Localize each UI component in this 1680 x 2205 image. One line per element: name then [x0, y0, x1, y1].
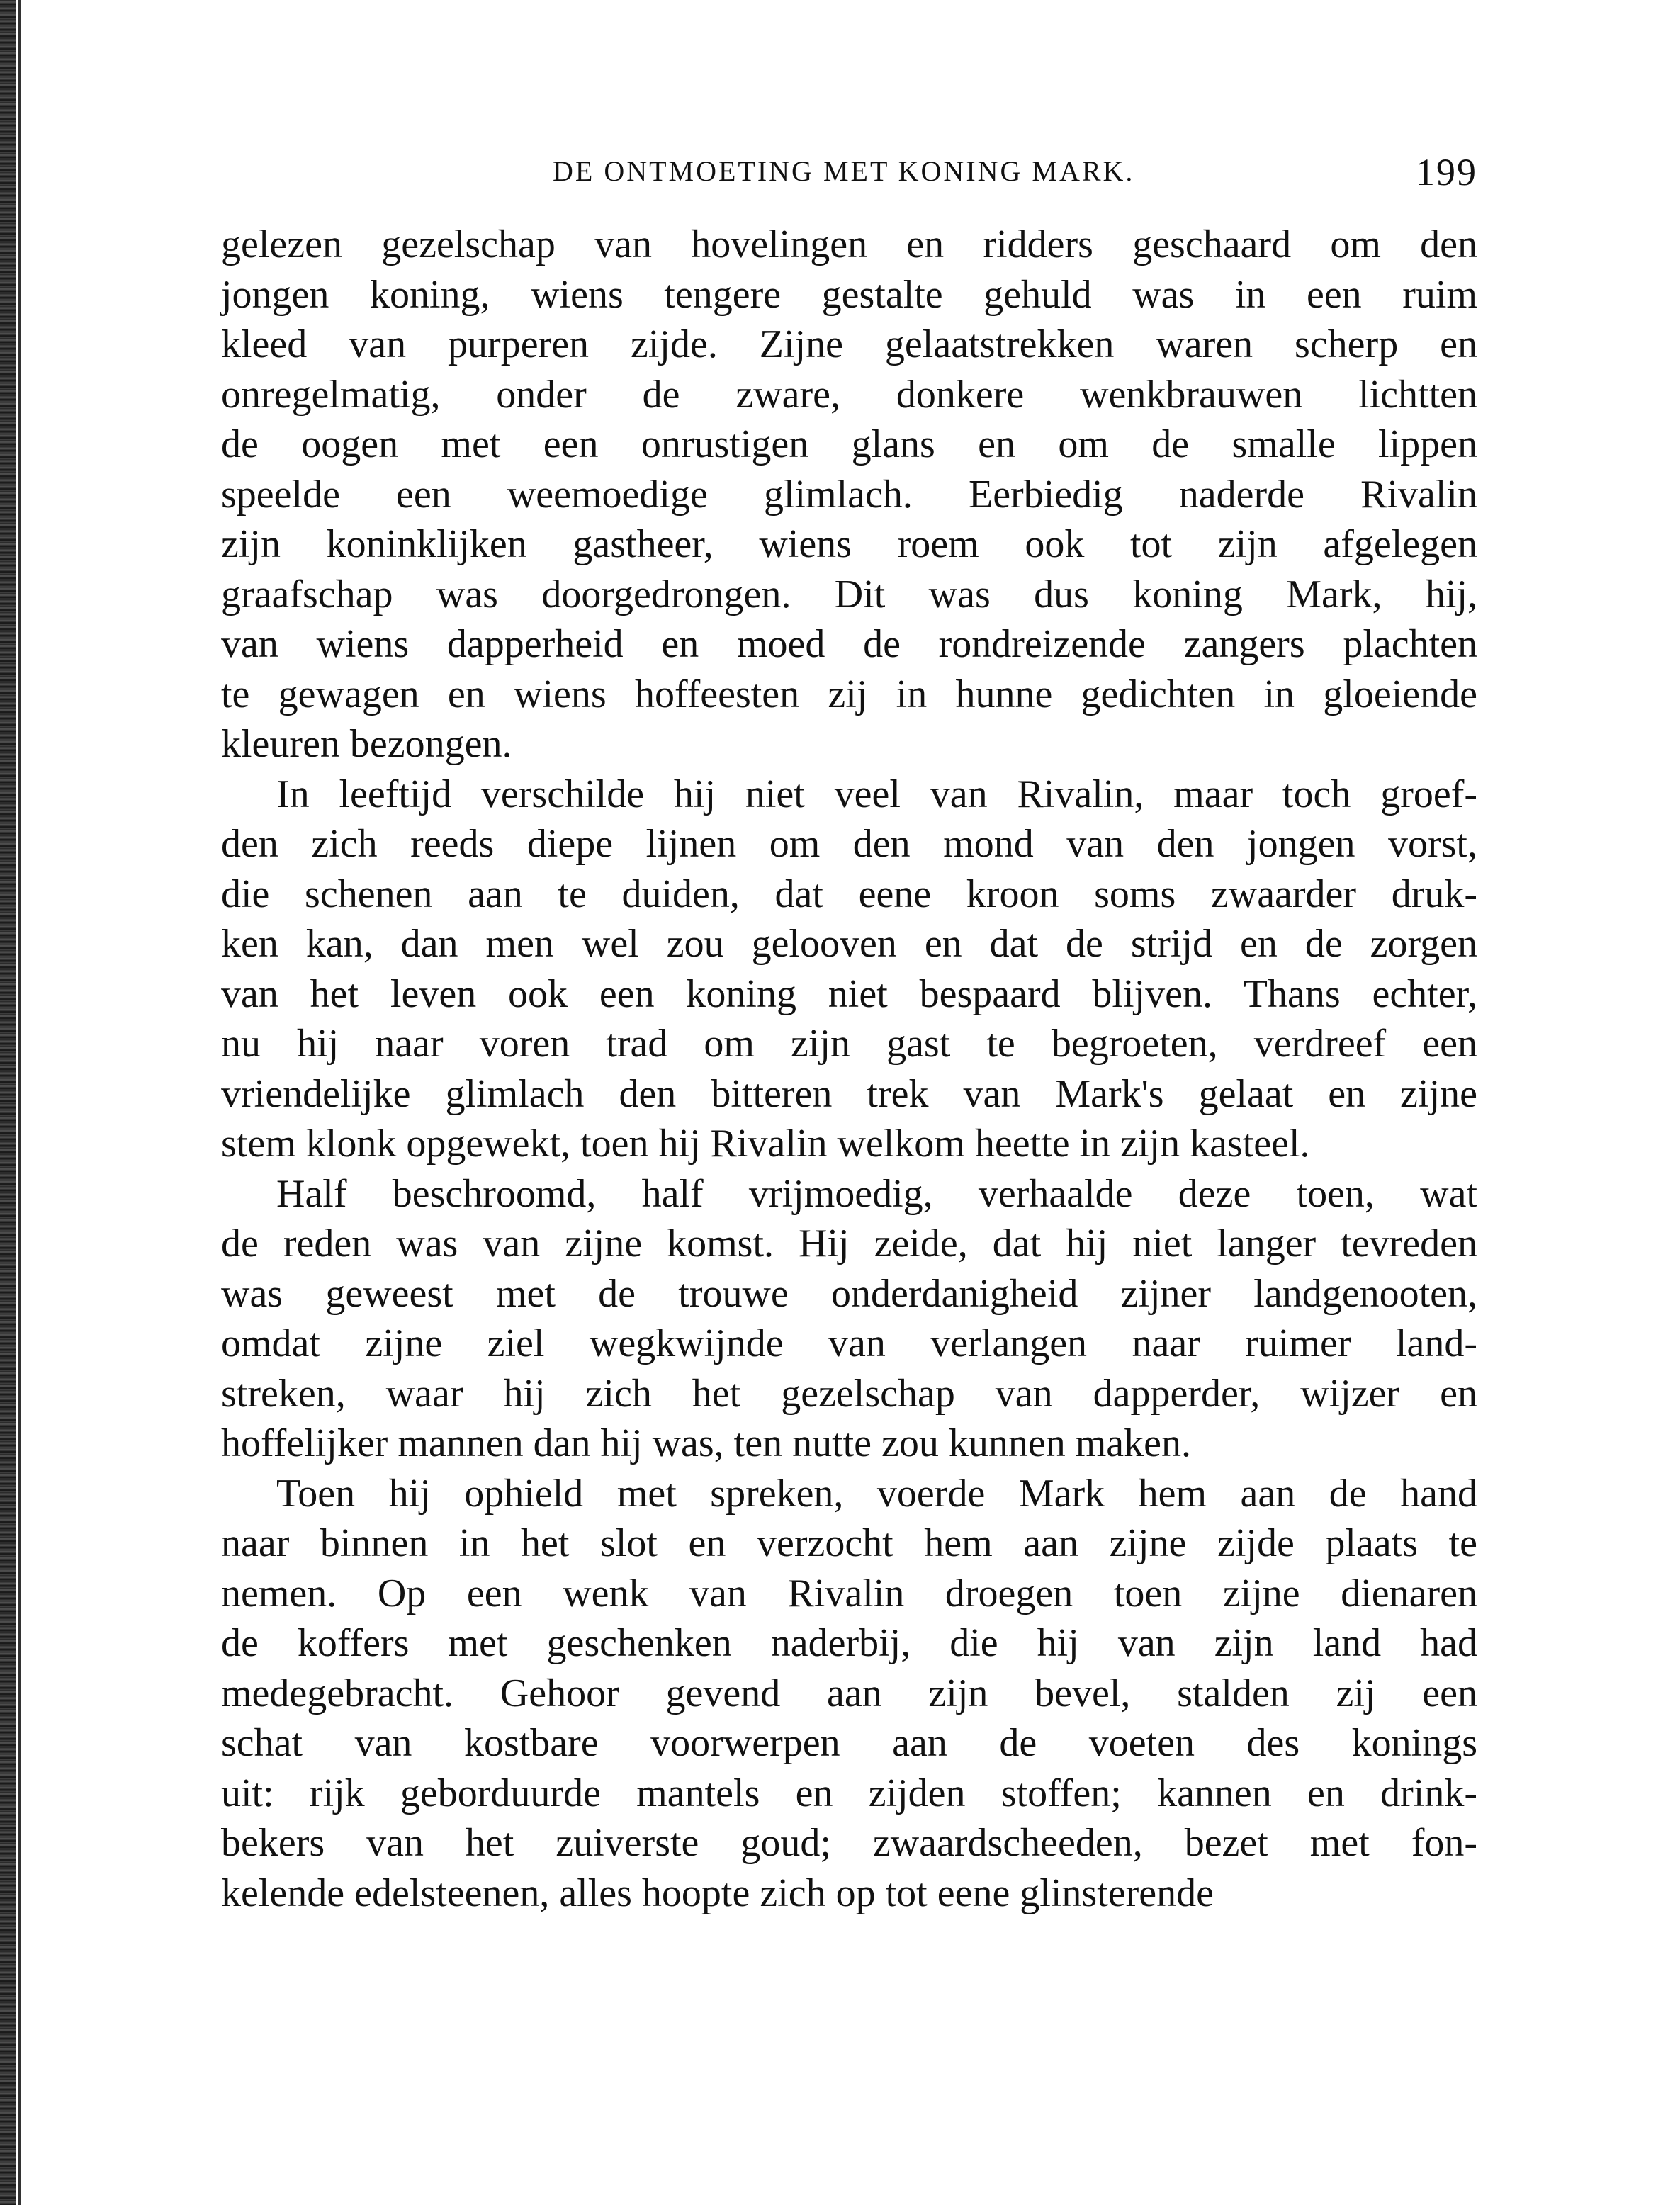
paragraph	[221, 1169, 1477, 1469]
text-line: vriendelijke glimlach den bitteren trek van Mark's gelaat en zijne	[221, 1071, 1477, 1116]
text-line: speelde een weemoedige glimlach. Eerbiedig naderde Rivalin	[221, 472, 1477, 517]
text-line: te gewagen en wiens hoffeesten zij in hunne gedichten in gloeiende	[221, 672, 1477, 716]
text-line: Toen hij ophield met spreken, voerde Mark hem aan de hand	[276, 1471, 1477, 1516]
text-line: kleed van purperen zijde. Zijne gelaatstrekken waren scherp en	[221, 322, 1477, 366]
text-line: van het leven ook een koning niet bespaard blijven. Thans echter,	[221, 971, 1477, 1016]
page-number: 199	[1416, 151, 1477, 193]
text-line: zijn koninklijken gastheer, wiens roem ook tot zijn afgelegen	[221, 522, 1477, 566]
text-line: was geweest met de trouwe onderdanigheid zijner landgenooten,	[221, 1271, 1477, 1316]
text-line: graafschap was doorgedrongen. Dit was dus koning Mark, hij,	[221, 572, 1477, 616]
text-line: nu hij naar voren trad om zijn gast te begroeten, verdreef een	[221, 1022, 1477, 1066]
paragraph	[221, 1469, 1477, 1919]
scan-border-line	[18, 0, 21, 2205]
text-line: Half beschroomd, half vrijmoedig, verhaalde deze toen, wat	[276, 1171, 1477, 1216]
text-line: de oogen met een onrustigen glans en om de smalle lippen	[221, 422, 1477, 466]
text-line: nemen. Op een wenk van Rivalin droegen toen zijne dienaren	[221, 1571, 1477, 1615]
running-header	[221, 151, 1477, 197]
text-line: uit: rijk geborduurde mantels en zijden stoffen; kannen en drink-	[221, 1771, 1477, 1815]
text-line: van wiens dapperheid en moed de rondreizende zangers plachten	[221, 622, 1477, 666]
text-line: hoffelijker mannen dan hij was, ten nutte zou kunnen maken.	[221, 1421, 1192, 1465]
text-line: naar binnen in het slot en verzocht hem aan zijne zijde plaats te	[221, 1521, 1477, 1565]
text-line: de reden was van zijne komst. Hij zeide, dat hij niet langer tevreden	[221, 1222, 1477, 1265]
paragraph	[221, 220, 1477, 769]
paragraph	[221, 769, 1477, 1169]
text-line: onregelmatig, onder de zware, donkere wenkbrauwen lichtten	[221, 372, 1477, 417]
text-line: die schenen aan te duiden, dat eene kroon soms zwaarder druk-	[221, 872, 1477, 916]
text-line: schat van kostbare voorwerpen aan de voeten des konings	[221, 1721, 1477, 1765]
text-line: bekers van het zuiverste goud; zwaardscheeden, bezet met fon-	[221, 1821, 1477, 1865]
text-line: streken, waar hij zich het gezelschap van dapperder, wijzer en	[221, 1371, 1477, 1416]
text-line: jongen koning, wiens tengere gestalte gehuld was in een ruim	[221, 272, 1477, 317]
text-line: ken kan, dan men wel zou gelooven en dat de strijd en de zorgen	[221, 922, 1477, 966]
text-line: de koffers met geschenken naderbij, die hij van zijn land had	[221, 1621, 1477, 1665]
text-line: omdat zijne ziel wegkwijnde van verlangen naar ruimer land-	[221, 1321, 1477, 1365]
scan-border	[0, 0, 16, 2205]
text-line: stem klonk opgewekt, toen hij Rivalin welkom heette in zijn kasteel.	[221, 1122, 1310, 1166]
text-line: kelende edelsteenen, alles hoopte zich op tot eene glinsterende	[221, 1871, 1214, 1915]
page-body	[221, 220, 1477, 1918]
text-line: den zich reeds diepe lijnen om den mond van den jongen vorst,	[221, 822, 1477, 866]
text-line: medegebracht. Gehoor gevend aan zijn bevel, stalden zij een	[221, 1671, 1477, 1715]
text-line: kleuren bezongen.	[221, 722, 512, 766]
running-title: DE ONTMOETING MET KONING MARK.	[553, 155, 1135, 187]
text-line: In leeftijd verschilde hij niet veel van Rivalin, maar toch groef-	[276, 772, 1477, 816]
text-line: gelezen gezelschap van hovelingen en ridders geschaard om den	[221, 222, 1477, 266]
